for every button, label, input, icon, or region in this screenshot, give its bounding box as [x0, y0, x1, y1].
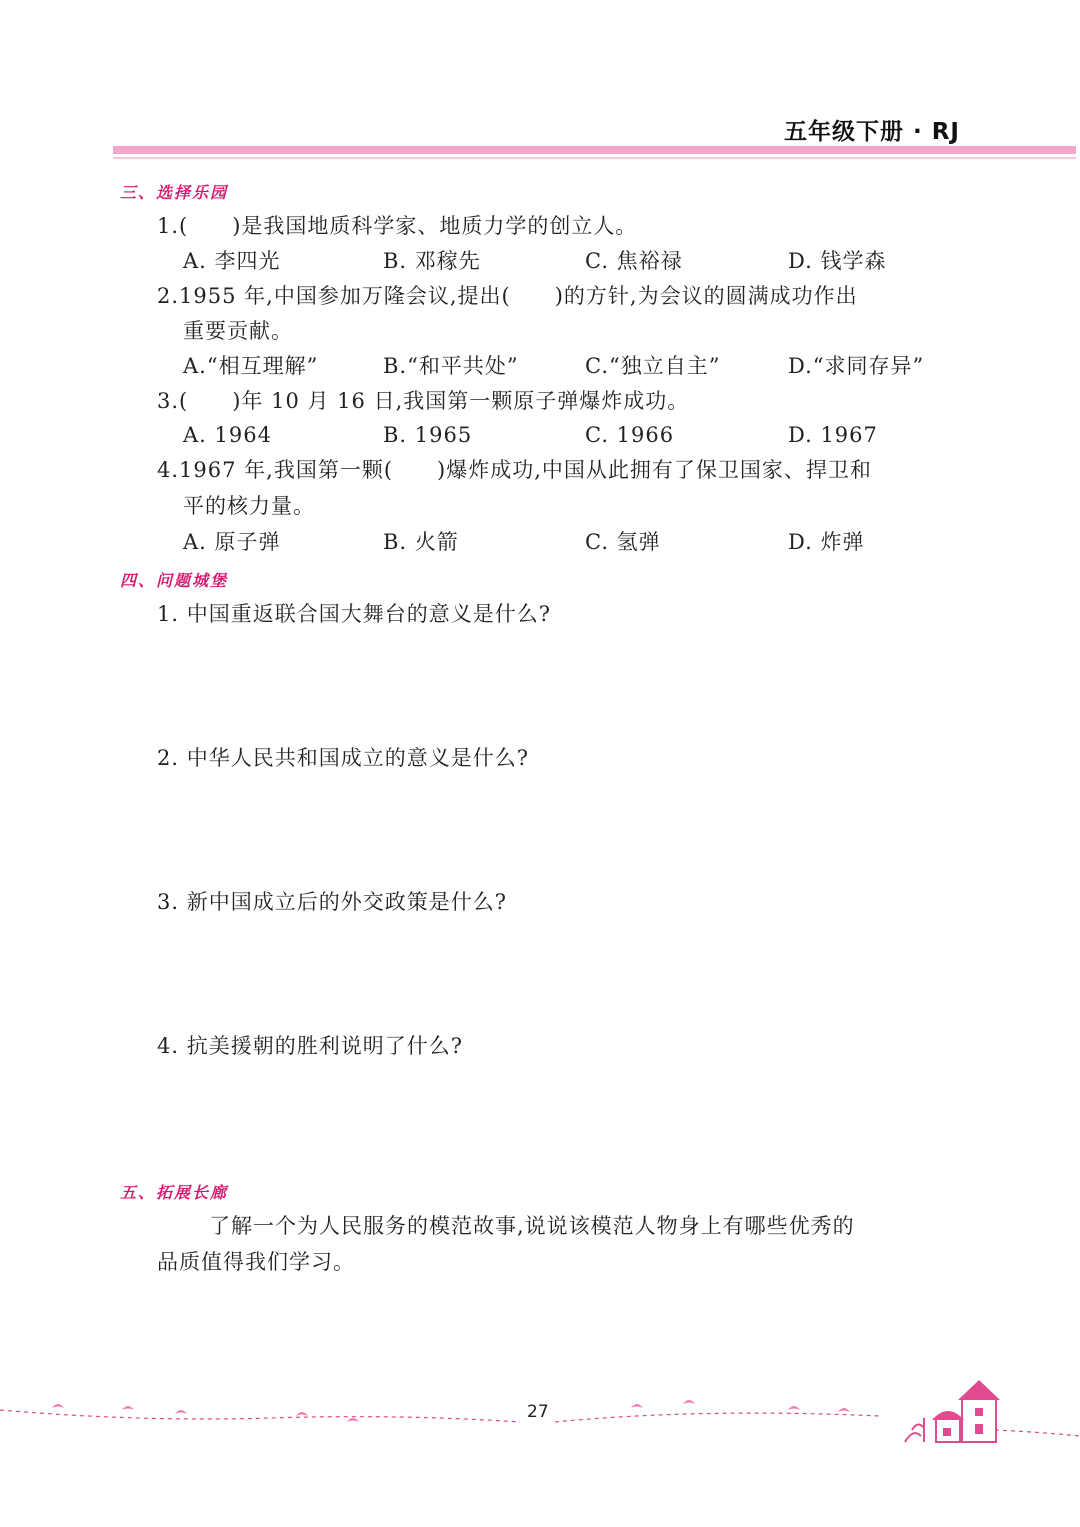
question-1-stem: 1.( )是我国地质科学家、地质力学的创立人。 [157, 214, 638, 238]
question-2-stem-cont: 重要贡献。 [183, 319, 293, 343]
question-3-option-b: B. 1965 [383, 423, 473, 447]
question-1-option-a: A. 李四光 [183, 249, 281, 273]
question-3-option-a: A. 1964 [183, 423, 272, 447]
extension-text-line2: 品质值得我们学习。 [157, 1250, 355, 1274]
question-2-option-b: B.“和平共处” [383, 354, 519, 378]
question-4-option-d: D. 炸弹 [788, 530, 865, 554]
section-title-extension: 五、拓展长廊 [120, 1183, 229, 1202]
question-4-stem: 4.1967 年,我国第一颗( )爆炸成功,中国从此拥有了保卫国家、捍卫和 [157, 458, 872, 482]
section-title-questions: 四、问题城堡 [120, 571, 229, 590]
question-3-option-c: C. 1966 [585, 423, 675, 447]
header-title: 五年级下册 · RJ [783, 119, 960, 145]
open-question-2: 2. 中华人民共和国成立的意义是什么? [157, 746, 529, 770]
question-2-option-a: A.“相互理解” [183, 354, 319, 378]
open-question-3: 3. 新中国成立后的外交政策是什么? [157, 890, 507, 914]
question-2-option-d: D.“求同存异” [788, 354, 925, 378]
question-1-option-b: B. 邓稼先 [383, 249, 481, 273]
question-1-option-c: C. 焦裕禄 [585, 249, 683, 273]
question-3-stem: 3.( )年 10 月 16 日,我国第一颗原子弹爆炸成功。 [157, 389, 690, 413]
question-4-option-b: B. 火箭 [383, 530, 459, 554]
open-question-4: 4. 抗美援朝的胜利说明了什么? [157, 1034, 463, 1058]
question-3-option-d: D. 1967 [788, 423, 878, 447]
extension-text-line1: 了解一个为人民服务的模范故事,说说该模范人物身上有哪些优秀的 [209, 1214, 855, 1238]
question-4-stem-cont: 平的核力量。 [183, 494, 315, 518]
question-2-option-c: C.“独立自主” [585, 354, 721, 378]
question-4-option-a: A. 原子弹 [183, 530, 281, 554]
house-icon [905, 1380, 1000, 1442]
page-number: 27 [527, 1402, 549, 1422]
question-2-stem: 2.1955 年,中国参加万隆会议,提出( )的方针,为会议的圆满成功作出 [157, 284, 858, 308]
question-4-option-c: C. 氢弹 [585, 530, 661, 554]
open-question-1: 1. 中国重返联合国大舞台的意义是什么? [157, 602, 551, 626]
header-bar-thin [113, 157, 1076, 159]
section-title-choice: 三、选择乐园 [120, 183, 229, 202]
header-bar [113, 146, 1076, 154]
question-1-option-d: D. 钱学森 [788, 249, 887, 273]
